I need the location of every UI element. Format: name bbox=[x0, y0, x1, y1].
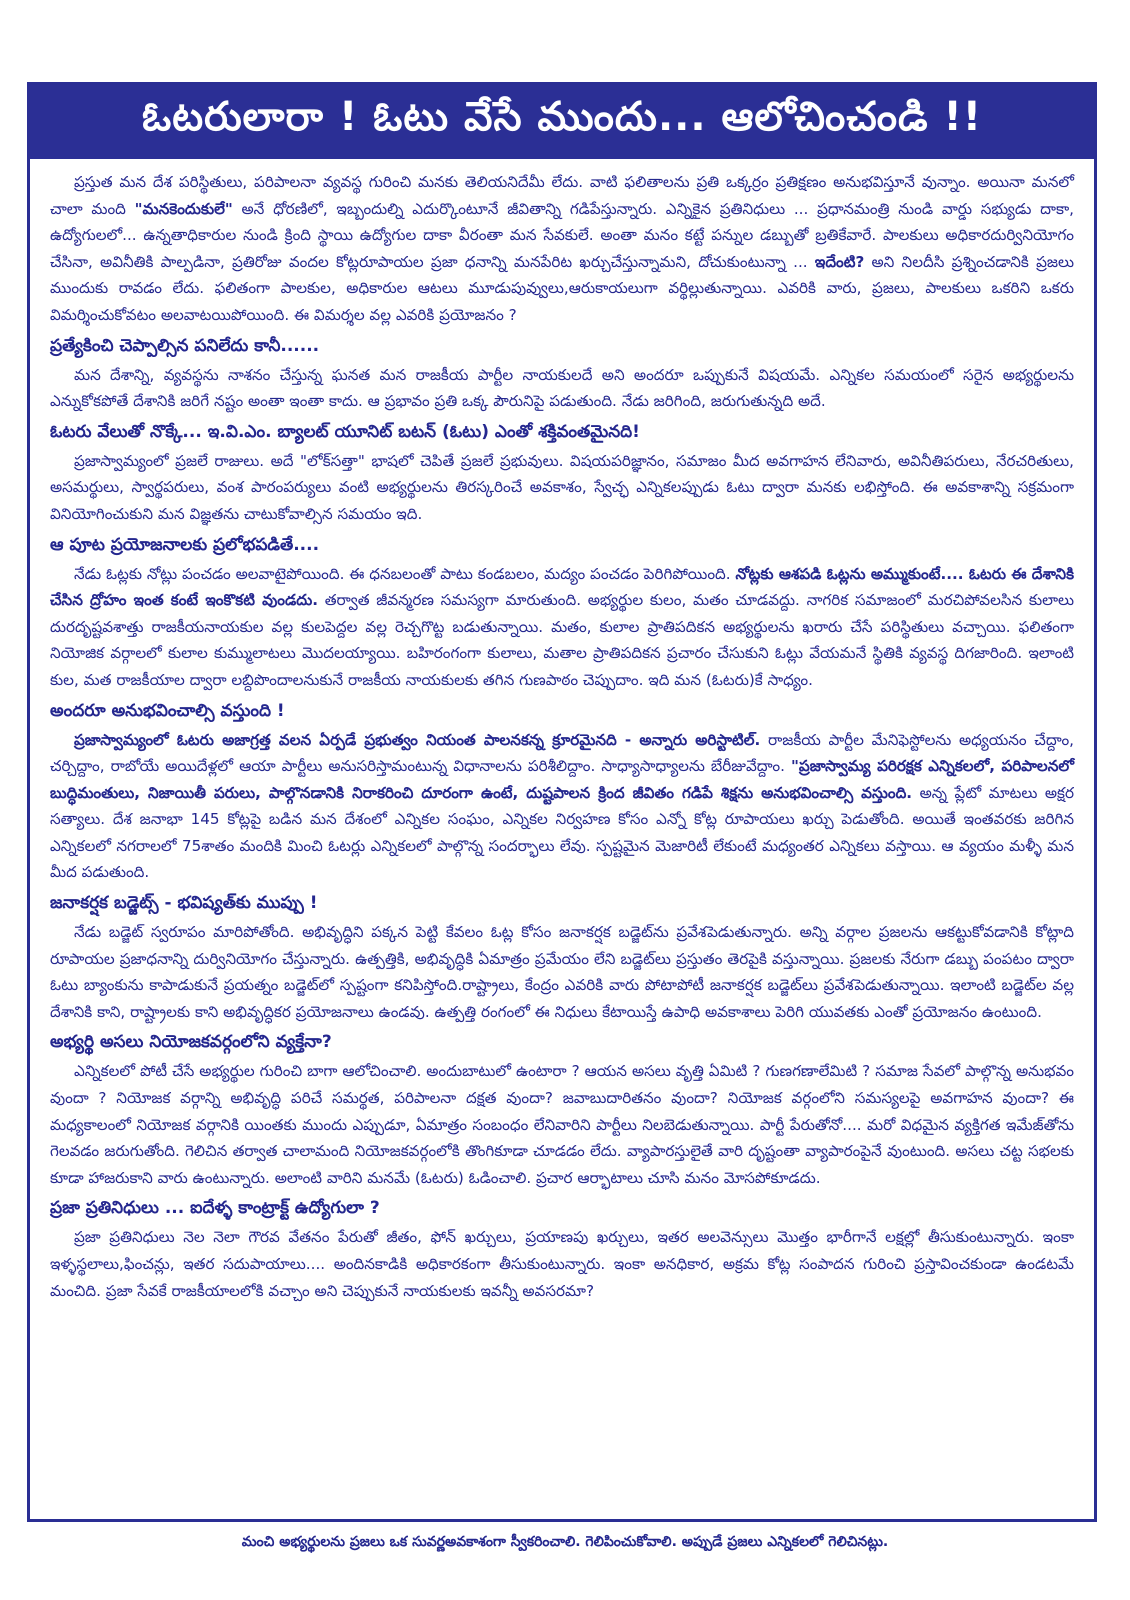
body-text: ప్రస్తుత మన దేశ పరిస్థితులు, పరిపాలనా వ్యవస్థ గురించి మనకు తెలియనిదేమీ లేదు. వాటి ఫలితాలను ప్రతి ఒక్కర్రం ప్రతిక్షణం అనుభవిస్తూనే వున్నాం. అయినా మనలో చాలా మంది bbox=[50, 173, 1074, 218]
body-text: అనే ధోరణిలో, ఇబ్బందుల్ని ఎదుర్కొంటూనే జీవితాన్ని గడిపేస్తున్నారు. ఎన్నికైన ప్రతినిధులు ... ప్రధానమంత్రి నుండి వార్డు సభ్యుడు దాకా, ఉద్యోగులలో... ఉన్నతాధికారుల నుండి క్రింది స్థాయి ఉద్యోగుల దాకా వీరంతా మన సేవకులే. అంతా మనం కట్టే పన్నుల డబ్బుతో బ్రతికేవారే. పాలకులు అధికారదుర్వినియోగం చేసినా, అవినీతికి పాల్పడినా, ప్రతిరోజు వందల కోట్లరూపాయల ప్రజా ధనాన్ని మనపేరిట ఖర్చుచేస్తున్నామని, దోచుకుంటున్నా ... bbox=[50, 199, 1074, 271]
section-heading: ప్రత్యేకించి చెప్పాల్సిన పనిలేదు కానీ...... bbox=[50, 335, 320, 356]
body-text: అన్న ప్లేటో మాటలు అక్షర సత్యాలు. దేశ జనాభా 145 కోట్లపై బడిన మన దేశంలో ఎన్నికల సంఘం, ఎన్నికల నిర్వహణ కోసం ఎన్నో కోట్ల రూపాయలు ఖర్చు పెడుతోంది. అయితే ఇంతవరకు జరిగిన ఎన్నికలలో నగరాలలో 75శాతం మందికి మించి ఓటర్లు ఎన్నికలలో పాల్గొన్న సందర్భాలు లేవు. స్పష్టమైన మెజారిటీ లేకుంటే మధ్యంతర ఎన్నికలు వస్తాయి. ఆ వ్యయం మళ్ళీ మన మీద పడుతుంది. bbox=[50, 783, 1074, 882]
section-paragraph bbox=[50, 919, 1074, 1025]
body-text: అని నిలదీసి ప్రశ్నించడానికి ప్రజలు ముందుకు రావడం లేదు. ఫలితంగా పాలకుల, అధికారుల ఆటలు మూడుపువ్వులు,ఆరుకాయలుగా వర్థిల్లుతున్నాయి. ఎవరికి వారు, ప్రజలు, పాలకులు ఒకరిని ఒకరు విమర్శించుకోవటం అలవాటయిపోయింది. ఈ విమర్శల వల్ల ఎవరికి ప్రయోజనం ? bbox=[50, 252, 1074, 324]
body-text: ప్రజా ప్రతినిధులు నెల నెలా గౌరవ వేతనం పేరుతో జీతం, ఫోన్ ఖర్చులు, ప్రయాణపు ఖర్చులు, ఇతర అలవెన్సులు మొత్తం భారీగానే లక్షల్లో తీసుకుంటున్నారు. ఇంకా ఇళ్ళస్థలాలు,ఫించన్లు, ఇతర సదుపాయాలు.... అందినకాడికి అధికారకంగా తీసుకుంటున్నారు. ఇంకా అనధికార, అక్రమ కోట్ల సంపాదన గురించి ప్రస్తావించకుండా ఉండటమే మంచిది. ప్రజా సేవకే రాజకీయాలలోకి వచ్చాం అని చెప్పుకునే నాయకులకు ఇవన్నీ అవసరమా? bbox=[50, 1228, 1074, 1300]
emphasis-text: "ప్రజాస్వామ్య పరిరక్షక ఎన్నికలలో, పరిపాలనలో బుద్ధిమంతులు, నిజాయితీ పరులు, పాల్గొనడానికి నిరాకరించి దూరంగా ఉంటే, దుష్టపాలన క్రింద జీవితం గడిపే శిక్షను అనుభవించాల్సి వస్తుంది. bbox=[50, 757, 1074, 802]
section-paragraph bbox=[50, 448, 1074, 528]
body-text: ప్రజాస్వామ్యంలో ప్రజలే రాజులు. అదే "లోక్‌సత్తా" భాషలో చెపితే ప్రజలే ప్రభువులు. విషయపరిజ్ఞానం, సమాజం మీద అవగాహన లేనివారు, అవినీతిపరులు, నేరచరితులు, అసమర్థులు, స్వార్థపరులు, వంశ పారంపర్యులు వంటి అభ్యర్థులను తిరస్కరించే అవకాశం, స్వేచ్ఛ ఎన్నికలప్పుడు ఓటు ద్వారా మనకు లభిస్తోంది. ఈ అవకాశాన్ని సక్రమంగా వినియోగించుకుని మన విజ్ఞతను చాటుకోవాల్సిన సమయం ఇది. bbox=[50, 451, 1074, 523]
section-heading: ఓటరు వేలుతో నొక్కే... ఇ.వి.ఎం. బ్యాలట్ యూనిట్ బటన్ (ఓటు) ఎంతో శక్తివంతమైనది! bbox=[50, 421, 640, 442]
section-paragraph bbox=[50, 1058, 1074, 1191]
section-heading: ఆ పూట ప్రయోజనాలకు ప్రలోభపడితే.... bbox=[50, 534, 320, 555]
emphasis-text: "మనకెందుకులే" bbox=[134, 199, 233, 218]
section-paragraph bbox=[50, 727, 1074, 887]
title-banner bbox=[30, 85, 1094, 159]
body-text: తర్వాత జీవన్మరణ సమస్యగా మారుతుంది. అభ్యర్థుల కులం, మతం చూడవద్దు. నాగరిక సమాజంలో మరచిపోవలసిన కులాలు దురదృష్టవశాత్తు రాజకీయనాయకుల వల్ల కులపెద్దల వల్ల రెచ్చగొట్ట బడుతున్నాయి. మతం, కులాల ప్రాతిపదికన అభ్యర్థులను ఖరారు చేసే పరిస్థితులు వచ్చాయి. ఫలితంగా నియోజిక వర్గాలలో కులాల కుమ్ములాటలు మొదలయ్యాయి. బహిరంగంగా కులాలు, మతాల ప్రాతిపదికన ప్రచారం చేసుకుని ఓట్లు వేయమనే స్థితికి వ్యవస్థ దిగజారింది. ఇలాంటి కుల, మత రాజకీయాల ద్వారా లబ్దిపొందాలనుకునే రాజకీయ నాయకులకు తగిన గుణపాఠం చెప్పుదాం. ఇది మన (ఓటరు)కే సాధ్యం. bbox=[50, 591, 1075, 689]
body-text: నేడు బడ్జెట్ స్వరూపం మారిపోతోంది. అభివృద్ధిని పక్కన పెట్టి కేవలం ఓట్ల కోసం జనాకర్షక బడ్జెట్‌ను ప్రవేశపెడుతున్నారు. అన్ని వర్గాల ప్రజలను ఆకట్టుకోవడానికి కోట్లాది రూపాయల ప్రజాధనాన్ని దుర్వినియోగం చేస్తున్నారు. ఉత్పత్తికి, అభివృద్ధికి ఏమాత్రం ప్రమేయం లేని బడ్జెట్‌లు ప్రస్తుతం తెరపైకి వస్తున్నాయి. ప్రజలకు నేరుగా డబ్బు పంపటం ద్వారా ఓటు బ్యాంకును కాపాడుకునే ప్రయత్నం బడ్జెట్‌లో స్పష్టంగా కనిపిస్తోంది.రాష్ట్రాలు, కేంద్రం ఎవరికి వారు పోటాపోటీ జనాకర్షక బడ్జెట్‌లు ప్రవేశపెడుతున్నాయి. ఇలాంటి బడ్జెట్‌ల వల్ల దేశానికి కాని, రాష్ట్రాలకు కాని అభివృద్ధికర ప్రయోజనాలు ఉండవు. ఉత్పత్తి రంగంలో ఈ నిధులు కేటాయిస్తే ఉపాధి అవకాశాలు పెరిగి యువతకు ఎంతో ప్రయోజనం ఉంటుంది. bbox=[50, 923, 1074, 1021]
section-paragraph bbox=[50, 362, 1074, 415]
body-text: ఎన్నికలలో పోటీ చేసే అభ్యర్థుల గురించి బాగా ఆలోచించాలి. అందుబాటులో ఉంటారా ? ఆయన అసలు వృత్తి ఏమిటి ? గుణగణాలేమిటి ? సమాజ సేవలో పాల్గొన్న అనుభవం వుందా ? నియోజక వర్గాన్ని అభివృద్ధి పరిచే సమర్థత, పరిపాలనా దక్షత వుందా? జవాబుదారితనం వుందా? నియోజక వర్గంలోని సమస్యలపై అవగాహన వుందా? ఈ మధ్యకాలంలో నియోజక వర్గానికి యింతకు ముందు ఎప్పుడూ, ఏమాత్రం సంబంధం లేనివారిని పార్టీలు నిలబెడుతున్నాయి. పార్టీ పేరుతోనో.... మరో విధమైన వ్యక్తిగత ఇమేజ్‌తోను గెలవడం జరుగుతోంది. గెలిచిన తర్వాత చాలామంది నియోజకవర్గంలోకి తొంగికూడా చూడడం లేదు. వ్యాపారస్తులైతే వారి దృష్టంతా వ్యాపారంపైనే వుంటుంది. అసలు చట్ట సభలకు కూడా హాజరుకాని వారు ఉంటున్నారు. అలాంటి వారిని మనమే (ఓటరు) ఓడించాలి. ప్రచార ఆర్భాటాలు చూసి మనం మోసపోకూడదు. bbox=[50, 1062, 1074, 1187]
section-heading: ప్రజా ప్రతినిధులు ... ఐదేళ్ళ కాంట్రాక్ట్ ఉద్యోగులా ? bbox=[50, 1198, 380, 1219]
footer-note: మంచి అభ్యర్థులను ప్రజలు ఒక సువర్ణఅవకాశంగా స్వీకరించాలి. గెలిపించుకోవాలి. అప్పుడే ప్రజలు ఎన్నికలలో గెలిచినట్లు. bbox=[241, 1534, 889, 1550]
body-text: మన దేశాన్ని, వ్యవస్థను నాశనం చేస్తున్న ఘనత మన రాజకీయ పార్టీల నాయకులదే అని అందరూ ఒప్పుకునే విషయమే. ఎన్నికల సమయంలో సరైన అభ్యర్థులను ఎన్నుకోకపోతే దేశానికి జరిగే నష్టం అంతా ఇంతా కాదు. ఆ ప్రభావం ప్రతి ఒక్క పౌరునిపై పడుతుంది. నేడు జరిగింది, జరుగుతున్నది అదే. bbox=[50, 365, 1074, 411]
article-body bbox=[30, 159, 1094, 1304]
emphasis-text: ప్రజాస్వామ్యంలో ఓటరు అజాగ్రత్త వలన ఏర్పడే ప్రభుత్వం నియంత పాలనకన్న క్రూరమైనది - అన్నారు అరిస్టాటిల్. bbox=[74, 730, 761, 749]
section-heading: అభ్యర్థి అసలు నియోజకవర్గంలోని వ్యక్తేనా? bbox=[50, 1032, 332, 1053]
section-paragraph bbox=[50, 561, 1074, 694]
emphasis-text: ఇదేంటి? bbox=[814, 252, 865, 271]
section-paragraph bbox=[50, 1224, 1074, 1304]
section-paragraph bbox=[50, 169, 1074, 329]
poster-frame bbox=[27, 82, 1097, 1522]
section-heading: అందరూ అనుభవించాల్సి వస్తుంది ! bbox=[50, 700, 285, 721]
emphasis-text: నోట్లకు ఆశపడి ఓట్లను అమ్ముకుంటే.... ఓటరు ఈ దేశానికి చేసిన ద్రోహం ఇంత కంటే ఇంకొకటి వుండదు. bbox=[50, 564, 1074, 610]
body-text: రాజకీయ పార్టీల మేనిఫెస్టోలను అధ్యయనం చేద్దాం, చర్చిద్దాం, రాబోయే అయిదేళ్లలో ఆయా పార్టీలు అనుసరిస్తామంటున్న విధానాలను పరిశీలిద్దాం. సాధ్యాసాధ్యాలను బేరీజువేద్దాం. bbox=[50, 730, 1074, 776]
page-title: ఓటరులారా ! ఓటు వేసే ముందు... ఆలోచించండి !! bbox=[141, 94, 983, 140]
body-text: నేడు ఓట్లకు నోట్లు పంచడం అలవాటైపోయింది. ఈ ధనబలంతో పాటు కండబలం, మద్యం పంచడం పెరిగిపోయింది. bbox=[74, 564, 736, 583]
section-heading: జనాకర్షక బడ్జెట్స్ - భవిష్యత్‌కు ముప్పు ! bbox=[50, 893, 318, 914]
